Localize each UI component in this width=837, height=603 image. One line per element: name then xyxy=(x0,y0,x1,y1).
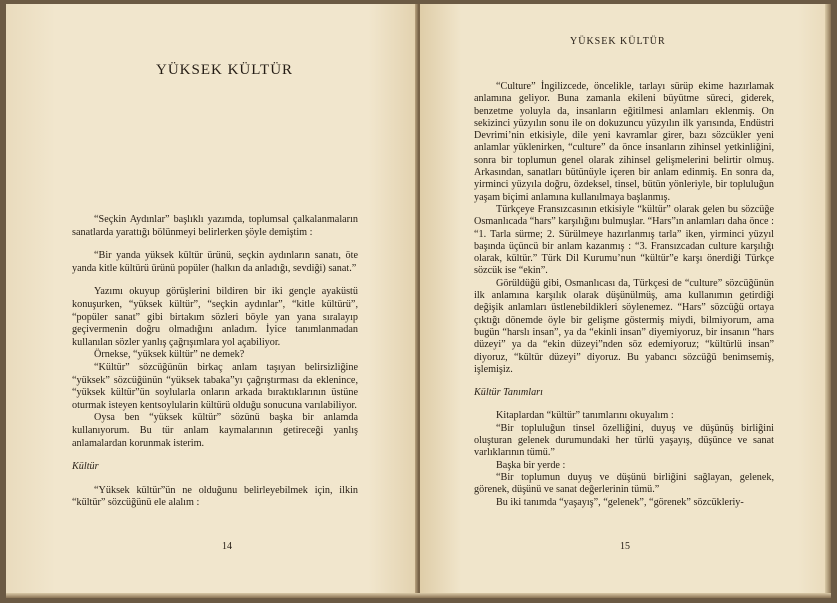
open-book xyxy=(6,4,831,598)
page-number: 15 xyxy=(620,541,630,552)
left-page-title: YÜKSEK KÜLTÜR xyxy=(156,62,294,78)
paragraph: “Culture” İngilizcede, öncelikle, tarlayı sürüp ekime hazırlamak anlamına geliyor. Buna zamanla ekileni büyütme süreci, giderek, benzetme yoluyla da, insanların eğitilmesi anlamları eklenmiş. On sekizinci yüzyılın sonu ile on dokuzuncu yüzyılın ilk yarısında, Endüstri Devrimi’nin etkisiyle, dile yeni kavramlar girer, bazı sözcükler yeni anlamlar yüklenirken, “culture” da önce insanların zihinsel yetkinliğini, sonra bir toplumun genel olarak zihinsel gelişmelerini belirtir olmuş. Arkasından, sanatları bütünüyle içeren bir anlam edinmiş. En sonra da, yirminci yüzyıla doğru, özdeksel, tinsel, bütün yönleriyle, bir topluluğun yaşam biçimi anlamına kullanılmaya başlanmış. xyxy=(474,81,774,203)
page-bottom-edge xyxy=(6,593,831,598)
paragraph: “Yüksek kültür”ün ne olduğunu belirleyebilmek için, ilkin “kültür” sözcüğünü ele alalım : xyxy=(72,484,358,509)
page-edge xyxy=(825,4,831,598)
page-number: 14 xyxy=(222,541,232,552)
paragraph: Yazımı okuyup görüşlerini bildiren bir iki gençle ayaküstü konuşurken, “yüksek kültür”, “seçkin aydınlar”, “kitle kültürü”, “popüler sanat” gibi birtakım sözleri böyle yan yana sıralayıp geçivermenin doğru olmadığını anladım. İyice tanımlanmadan kullanılan sözler yanlış çağrışımlara yol açabiliyor. xyxy=(72,286,358,348)
right-page xyxy=(420,4,831,598)
section-heading: Kültür xyxy=(72,461,99,473)
paragraph: Oysa ben “yüksek kültür” sözünü başka bir anlamda kullanıyorum. Bu tür anlam kaymalarının getireceği yanlış anlamalardan korunmak isterim. xyxy=(72,412,358,449)
left-page-body xyxy=(72,214,358,510)
paragraph: Görüldüğü gibi, Osmanlıcası da, Türkçesi de “culture” sözcüğünün ilk anlamına karşılık olarak düşünülmüş, ama kullanımın getirdiği değişik anlamları üstlenebildikleri söylenemez. “Hars” sözcüğü ortaya çıktığı dönemde öyle bir gelişme göstermiş miydi, bilmiyorum, ama bugün “harslı insan”, ya da “ekinli insan” diyemiyoruz, bir insanın “hars düzeyi” ya da “ekin düzeyi”nden söz edemiyoruz; “kültürlü insan” diyoruz, “kültür düzeyi” diyoruz. Bu yabancı sözcüğü benimsemiş, işlemişiz. xyxy=(474,277,774,375)
paragraph: Bu iki tanımda “yaşayış”, “gelenek”, “görenek” sözcükleriy- xyxy=(496,496,744,508)
quote: “Bir topluluğun tinsel özelliğini, duyuş ve düşünüş birliğini oluşturan gelenek durumundaki her türlü yaşayış, düşünce ve sanat varlıklarının tümü.” xyxy=(474,422,774,459)
section-heading: Kültür Tanımları xyxy=(474,387,543,399)
quote: “Bir toplumun duyuş ve düşünü birliğini sağlayan, gelenek, görenek, düşünü ve sanat değerlerinin tümü.” xyxy=(474,471,774,496)
right-page-title: YÜKSEK KÜLTÜR xyxy=(570,36,666,47)
paragraph: Kitaplardan “kültür” tanımlarını okuyalım : xyxy=(496,410,674,422)
right-page-body xyxy=(474,81,774,509)
paragraph: Başka bir yerde : xyxy=(496,459,566,471)
paragraph: Örnekse, “yüksek kültür” ne demek? xyxy=(94,349,245,361)
paragraph: “Kültür” sözcüğünün birkaç anlam taşıyan belirsizliğine “yüksek” sözcüğünün “yüksek tabaka”yı çağrıştırması da eklenince, “yüksek kültür”ün soylularla onların arkada bıraktıklarının üstüne oturmak isteyen kentsoylularin kültürü olduğu sonucuna varılabiliyor. xyxy=(72,361,358,411)
left-page xyxy=(6,4,418,598)
paragraph: “Seçkin Aydınlar” başlıklı yazımda, toplumsal çalkalanmaların sanatlarda yarattığı bölünmeyi belirlerken şöyle demiştim : xyxy=(72,214,358,238)
paragraph: Türkçeye Fransızcasının etkisiyle “kültür” olarak gelen bu sözcüğe Osmanlıcada “hars” karşılığını bulmuşlar. “Hars”ın anlamları daha önce : “1. Tarla sürme; 2. Sürülmeye hazırlanmış tarla” iken, yirminci yüzyıl başında üçüncü bir anlam kazanmış : “3. Fransızcadan culture karşılığı olarak, kültür.” Türk Dil Kurumu’nun “kültür”e karşı önerdiği Türkçe sözcük ise “ekin”. xyxy=(474,203,774,277)
quote: “Bir yanda yüksek kültür ürünü, seçkin aydınların sanatı, öte yanda kitle kültürü ürünü popüler (halkın da anladığı, sevdiği) sanat.” xyxy=(72,250,358,274)
